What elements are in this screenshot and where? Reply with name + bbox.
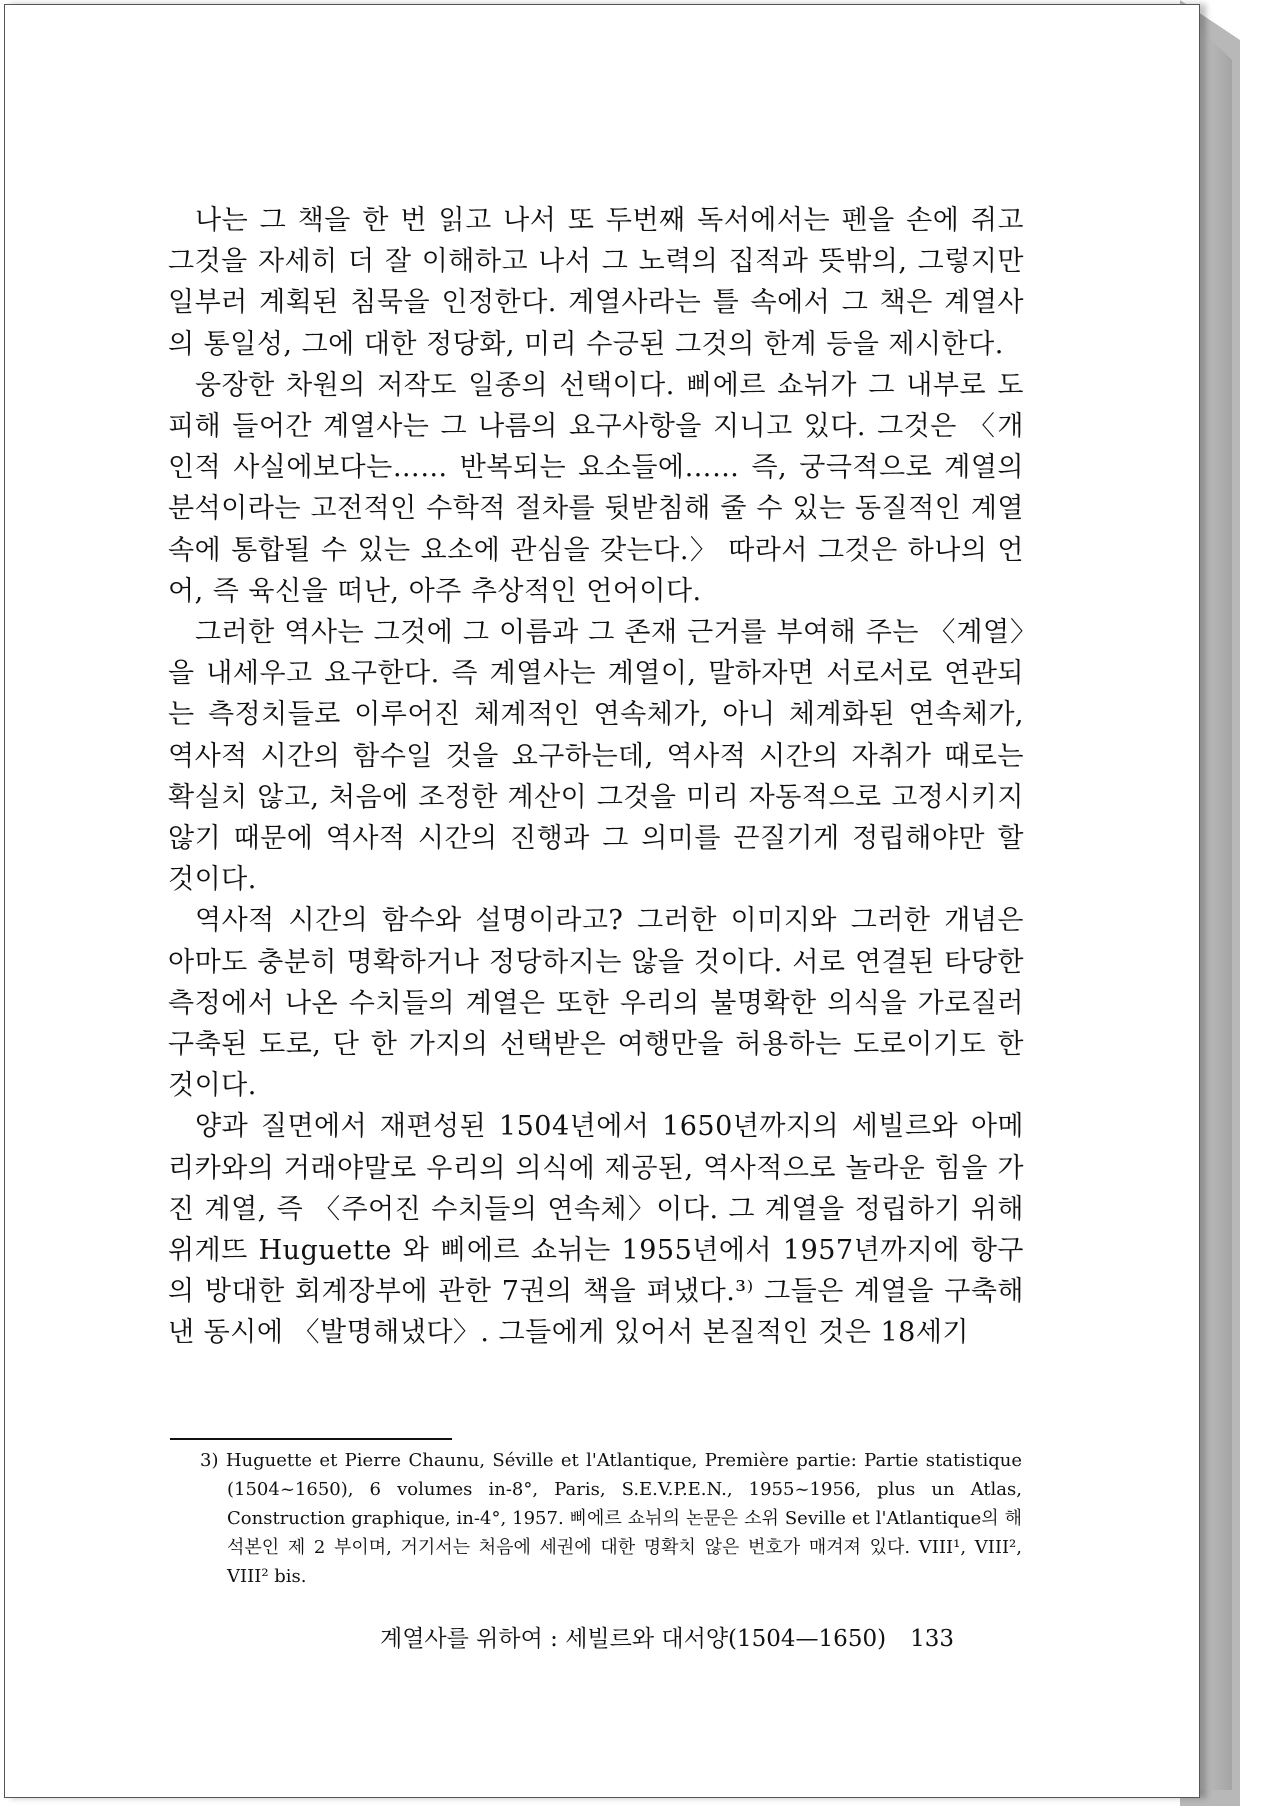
- paragraph-4: 역사적 시간의 함수와 설명이라고? 그러한 이미지와 그러한 개념은 아마도 충분히 명확하거나 정당하지는 않을 것이다. 서로 연결된 타당한 측정에서 나온 수치들의 계열은 또한 우리의 불명확한 의식을 가로질러 구축된 도로, 단 한 가지의 선택받은 여행만을 허용하는 도로이기도 한 것이다.: [168, 905, 1024, 1102]
- paragraph-5: 양과 질면에서 재편성된 1504년에서 1650년까지의 세빌르와 아메리카와의 거래야말로 우리의 의식에 제공된, 역사적으로 놀라운 힘을 가진 계열, 즉 〈주어진 수치들의 연속체〉이다. 그 계열을 정립하기 위해 위게뜨 Huguette 와 삐에르 쇼뉘는 1955년에서 1957년까지에 항구의 방대한 회계장부에 관한 7권의 책을 펴냈다.³⁾ 그들은 계열을 구축해낸 동시에 〈발명해냈다〉. 그들에게 있어서 본질적인 것은 18세기: [168, 1111, 1024, 1349]
- running-title: 계열사를 위하여 : 세빌르와 대서양(1504—1650): [380, 1626, 887, 1652]
- running-footer: [380, 1620, 1030, 1653]
- footnote-rule: [170, 1438, 452, 1440]
- body-text: [168, 200, 1024, 1354]
- paragraph-2: 웅장한 차원의 저작도 일종의 선택이다. 삐에르 쇼뉘가 그 내부로 도피해 들어간 계열사는 그 나름의 요구사항을 지니고 있다. 그것은 〈개인적 사실에보다는…… 반복되는 요소들에…… 즉, 궁극적으로 계열의 분석이라는 고전적인 수학적 절차를 뒷받침해 줄 수 있는 동질적인 계열 속에 통합될 수 있는 요소에 관심을 갖는다.〉 따라서 그것은 하나의 언어, 즉 육신을 떠난, 아주 추상적인 언어이다.: [168, 369, 1024, 607]
- paragraph-3: 그러한 역사는 그것에 그 이름과 그 존재 근거를 부여해 주는 〈계열〉을 내세우고 요구한다. 즉 계열사는 계열이, 말하자면 서로서로 연관되는 측정치들로 이루어진 체계적인 연속체가, 아니 체계화된 연속체가, 역사적 시간의 함수일 것을 요구하는데, 역사적 시간의 자취가 때로는 확실치 않고, 처음에 조정한 계산이 그것을 미리 자동적으로 고정시키지 않기 때문에 역사적 시간의 진행과 그 의미를 끈질기게 정립해야만 할 것이다.: [168, 617, 1024, 896]
- paragraph-1: 나는 그 책을 한 번 읽고 나서 또 두번째 독서에서는 펜을 손에 쥐고 그것을 자세히 더 잘 이해하고 나서 그 노력의 집적과 뜻밖의, 그렇지만 일부러 계획된 침묵을 인정한다. 계열사라는 틀 속에서 그 책은 계열사의 통일성, 그에 대한 정당화, 미리 수긍된 그것의 한계 등을 제시한다.: [168, 205, 1024, 360]
- footnote-3: 3) Huguette et Pierre Chaunu, Séville et l'Atlantique, Première partie: Partie statistique (1504~1650), 6 volumes in-8°, Paris, S.E.V.P.E.N., 1955~1956, plus un Atlas, Construction graphique, in-4°, 1957. 삐에르 쇼뉘의 논문은 소위 Seville et l'Atlantique의 해석본인 제 2 부이며, 거기서는 처음에 세권에 대한 명확치 않은 번호가 매겨져 있다. VIII¹, VIII², VIII² bis.: [200, 1450, 1022, 1587]
- page-number: 133: [910, 1626, 954, 1652]
